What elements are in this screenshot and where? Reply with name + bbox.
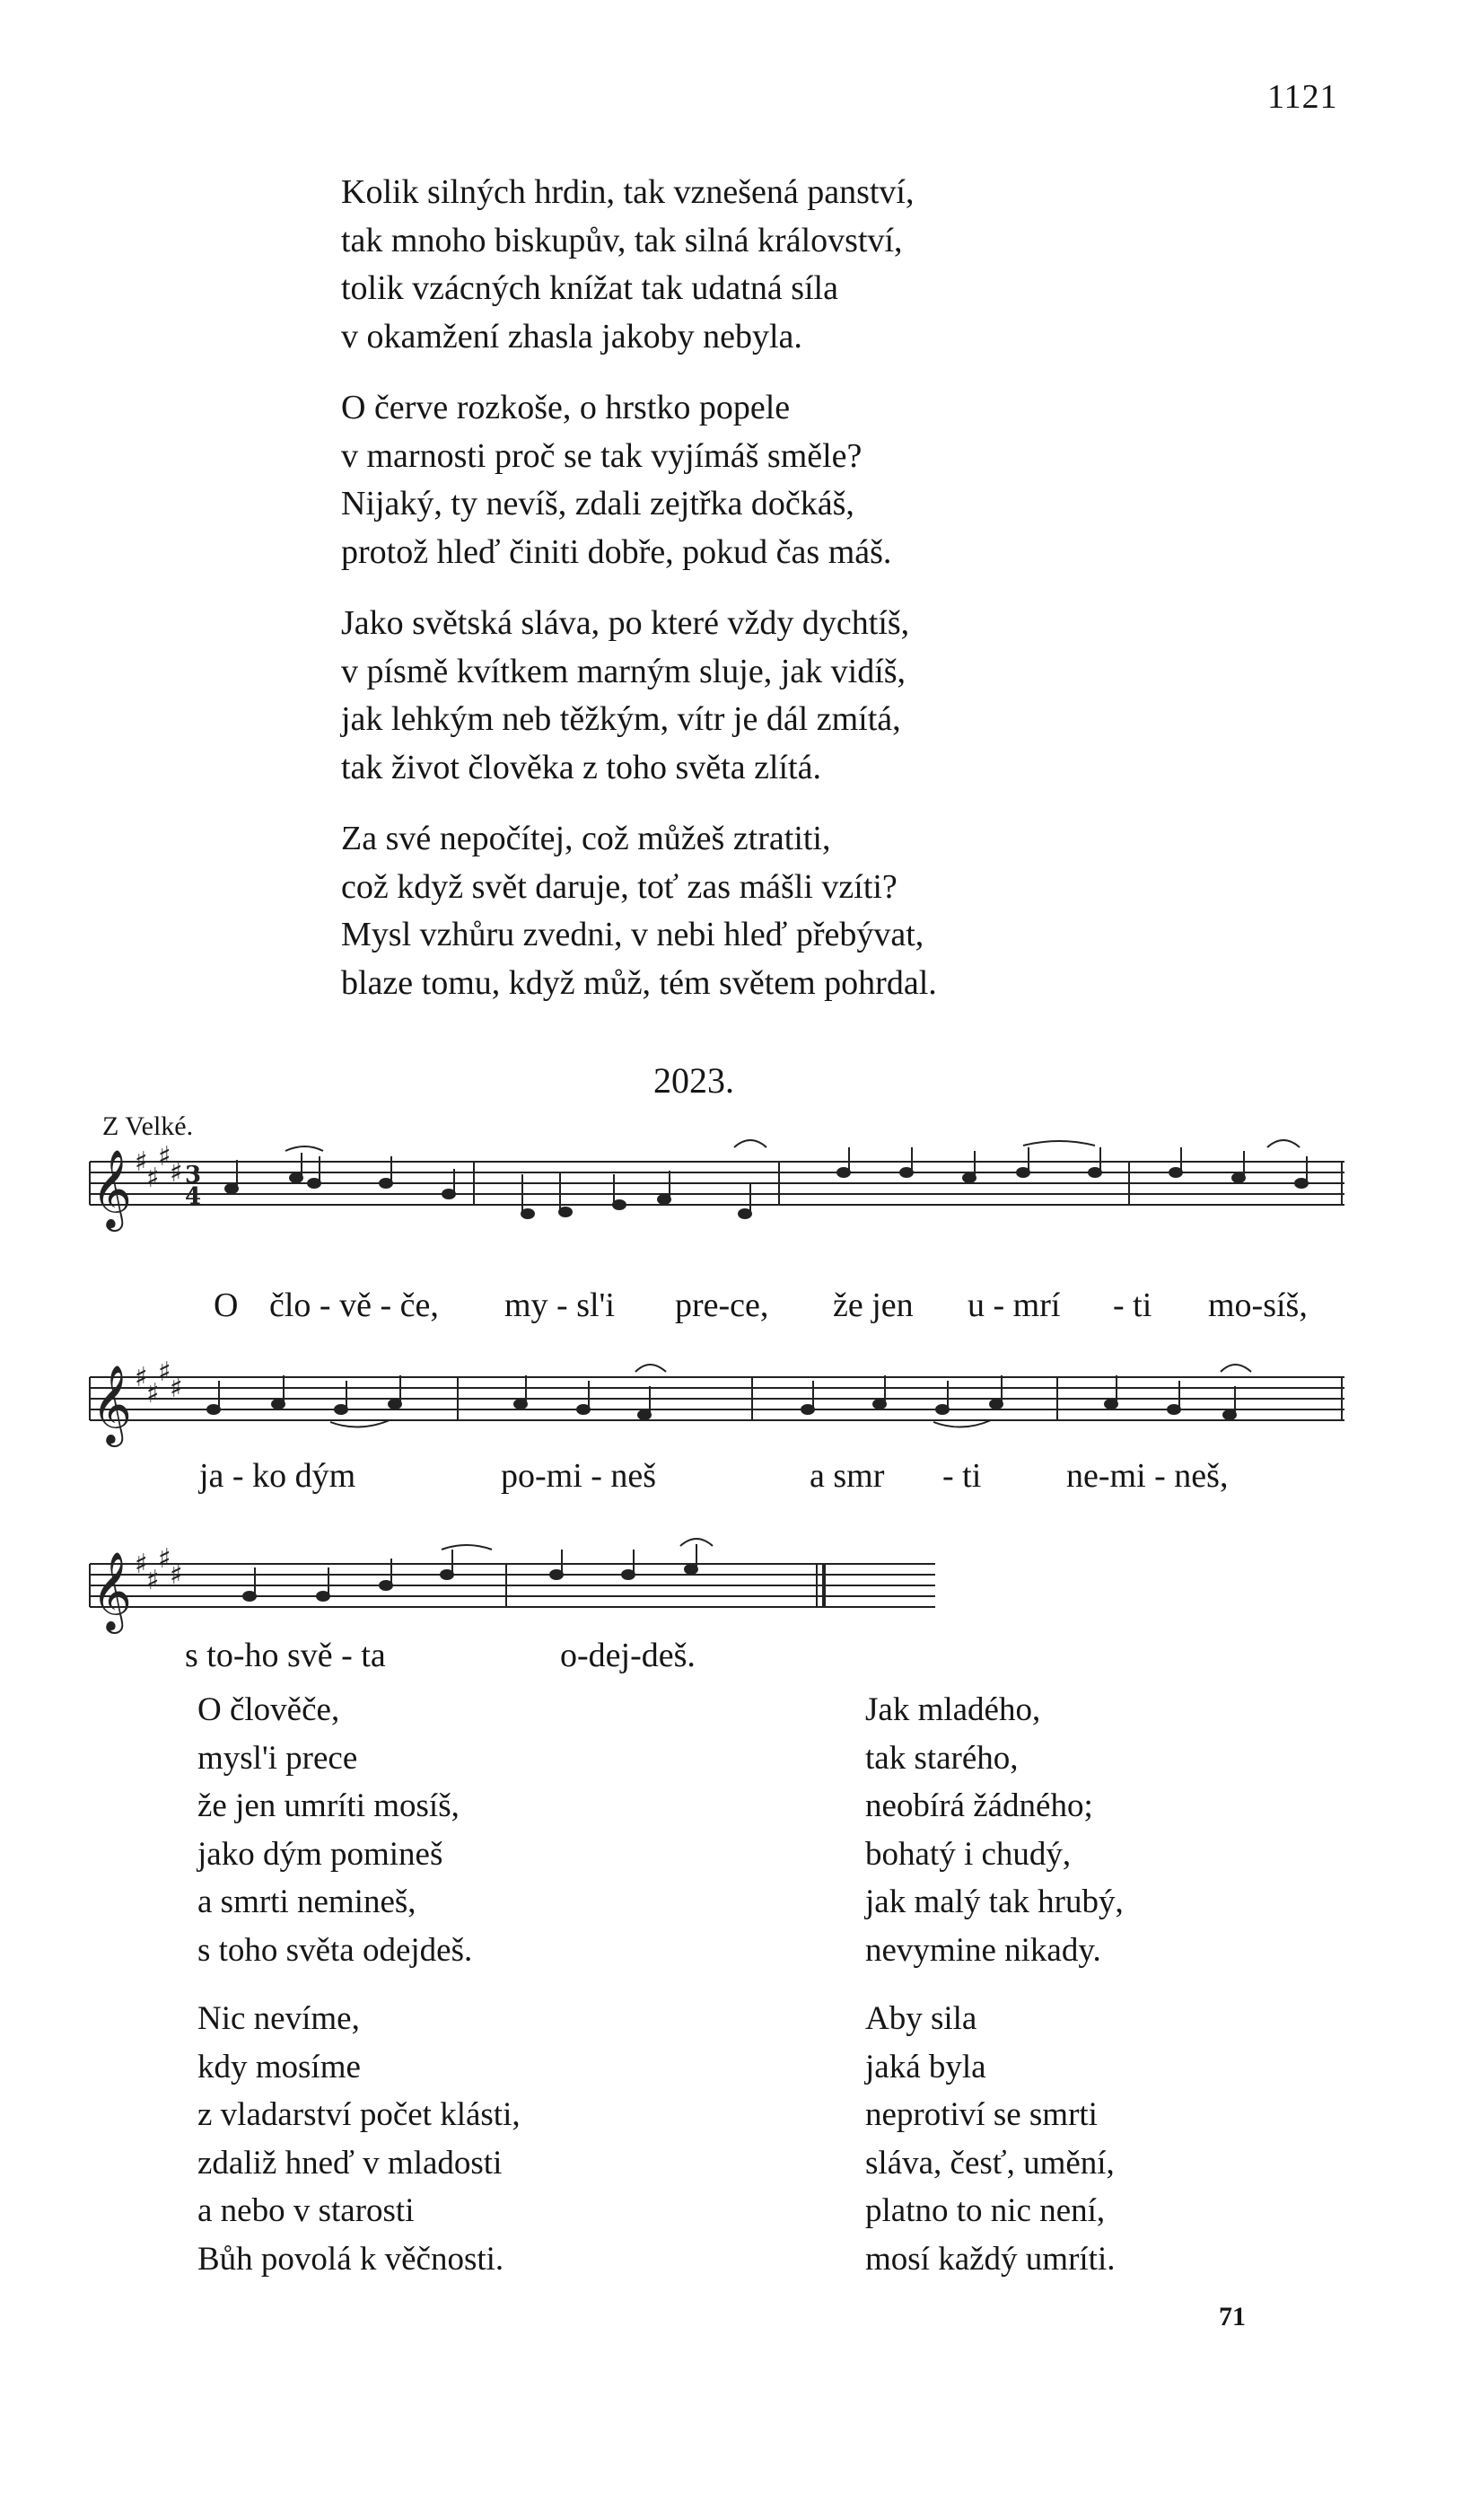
verse-line: tak starého, — [865, 1739, 1019, 1777]
verse-line: Jak mladého, — [865, 1691, 1041, 1728]
verse-line: a smrti nemineš, — [197, 1883, 416, 1920]
poem-stanza-3 — [341, 600, 909, 792]
poem-line: Za své nepočítej, což můžeš ztratiti, — [341, 820, 831, 857]
staff-1-lyric: člo - vě - če, — [269, 1286, 439, 1324]
key-signature — [135, 1543, 183, 1596]
key-signature — [135, 1357, 183, 1409]
page-number: 1121 — [1267, 78, 1338, 116]
poem-line: v písmě kvítkem marným sluje, jak vidíš, — [341, 652, 906, 690]
poem-line: O červe rozkoše, o hrstko popele — [341, 389, 791, 426]
svg-text:♯: ♯ — [158, 1141, 171, 1172]
left-column-verse-2 — [197, 1995, 521, 2283]
svg-text:♯: ♯ — [135, 1549, 148, 1580]
verse-line: jak malý tak hrubý, — [865, 1883, 1124, 1920]
footer-signature-number: 71 — [1219, 2302, 1246, 2331]
staff-1-lyric: my - sl'i — [504, 1286, 615, 1324]
svg-text:♯: ♯ — [158, 1357, 171, 1388]
right-column-verse-2 — [865, 1995, 1116, 2283]
svg-text:♯: ♯ — [170, 1373, 183, 1404]
staff-3-lyric: s to-ho svě - ta — [185, 1637, 386, 1674]
verse-line: neprotiví se smrti — [865, 2096, 1098, 2133]
key-signature — [135, 1141, 183, 1194]
poem-line: tolik vzácných knížat tak udatná síla — [341, 269, 838, 307]
staff-2-lyric: ja - ko dým — [199, 1457, 356, 1495]
staff-1-lyric: mo-síš, — [1208, 1286, 1308, 1324]
verse-line: a nebo v starosti — [197, 2192, 415, 2229]
poem-line: tak mnoho biskupův, tak silná království, — [341, 221, 903, 259]
staff-2-lyric: po-mi - neš — [501, 1457, 657, 1495]
verse-line: nevymine nikady. — [865, 1931, 1101, 1969]
music-staff-2 — [0, 1336, 1480, 1453]
svg-text:♯: ♯ — [135, 1146, 148, 1178]
poem-line: v marnosti proč se tak vyjímáš směle? — [341, 436, 863, 475]
svg-text:♯: ♯ — [146, 1163, 160, 1194]
verse-line: O člověče, — [197, 1691, 340, 1728]
staff-2-lyric: - ti — [942, 1457, 982, 1495]
notes — [207, 1375, 1236, 1419]
verse-line: Aby sila — [865, 2000, 977, 2037]
treble-clef-icon: 𝄞 — [92, 1148, 132, 1228]
staff-1-lyric: O — [214, 1286, 239, 1324]
poem-line: Nijaký, ty nevíš, zdali zejtřka dočkáš, — [341, 485, 854, 522]
svg-text:♯: ♯ — [170, 1157, 183, 1189]
staff-3-lyric: o-dej-deš. — [560, 1637, 696, 1674]
poem-line: Kolik silných hrdin, tak vznešená panství, — [341, 173, 915, 211]
music-staff-3 — [0, 1523, 1480, 1639]
verse-line: platno to nic není, — [865, 2192, 1106, 2229]
right-column-verse-1 — [865, 1686, 1124, 1974]
verse-line: jaká byla — [865, 2048, 986, 2085]
verse-line: s toho světa odejdeš. — [197, 1931, 473, 1969]
poem-line: v okamžení zhasla jakoby nebyla. — [341, 317, 802, 356]
svg-text:♯: ♯ — [170, 1559, 183, 1591]
verse-line: sláva, česť, umění, — [865, 2144, 1115, 2182]
verse-line: mosí každý umríti. — [865, 2240, 1116, 2278]
verse-line: z vladarství počet klásti, — [197, 2096, 521, 2133]
verse-line: jako dým pomineš — [197, 1835, 443, 1873]
poem-line: jak lehkým neb těžkým, vítr je dál zmítá, — [341, 700, 901, 738]
song-number: 2023. — [653, 1060, 734, 1101]
time-signature — [185, 1162, 201, 1210]
verse-line: kdy mosíme — [197, 2048, 361, 2085]
verse-line: Bůh povolá k věčnosti. — [197, 2240, 504, 2278]
staff-1-lyric: pre-ce, — [675, 1286, 769, 1324]
verse-line: zdaliž hneď v mladosti — [197, 2144, 503, 2182]
staff-2-lyric: ne-mi - neš, — [1066, 1457, 1229, 1495]
treble-clef-icon: 𝄞 — [92, 1550, 132, 1630]
poem-line: což když svět daruje, toť zas mášli vzíti? — [341, 867, 898, 906]
svg-text:4: 4 — [185, 1183, 202, 1210]
poem-line: Mysl vzhůru zvedni, v nebi hleď přebývat, — [341, 916, 924, 953]
svg-text:♯: ♯ — [135, 1362, 148, 1393]
poem-line: blaze tomu, když můž, tém světem pohrdal. — [341, 963, 937, 1002]
music-staff-1 — [0, 1120, 1480, 1264]
staff-1-lyric: u - mrí — [968, 1286, 1061, 1324]
song-origin: Z Velké. — [102, 1111, 194, 1141]
poem-stanza-2 — [341, 384, 891, 576]
poem-line: tak život člověka z toho světa zlítá. — [341, 748, 821, 786]
verse-line: neobírá žádného; — [865, 1787, 1093, 1824]
staff-2-lyric: a smr — [810, 1457, 885, 1495]
svg-text:♯: ♯ — [158, 1543, 171, 1575]
svg-text:♯: ♯ — [146, 1565, 160, 1596]
verse-line: Nic nevíme, — [197, 2000, 360, 2037]
verse-line: bohatý i chudý, — [865, 1835, 1072, 1873]
left-column-verse-1 — [197, 1686, 472, 1974]
treble-clef-icon: 𝄞 — [92, 1364, 132, 1444]
verse-line: že jen umríti mosíš, — [197, 1787, 460, 1824]
poem-line: protož hleď činiti dobře, pokud čas máš. — [341, 532, 892, 571]
notes — [243, 1544, 697, 1601]
staff-1-lyric: že jen — [833, 1286, 914, 1324]
svg-text:♯: ♯ — [146, 1378, 160, 1409]
staff-1-lyric: - ti — [1113, 1286, 1152, 1324]
poem-line: Jako světská sláva, po které vždy dychtíš, — [341, 604, 910, 642]
svg-text:3: 3 — [185, 1162, 202, 1189]
verse-line: mysl'i prece — [197, 1739, 358, 1777]
poem-stanza-1 — [341, 169, 915, 361]
poem-stanza-4 — [341, 815, 937, 1007]
